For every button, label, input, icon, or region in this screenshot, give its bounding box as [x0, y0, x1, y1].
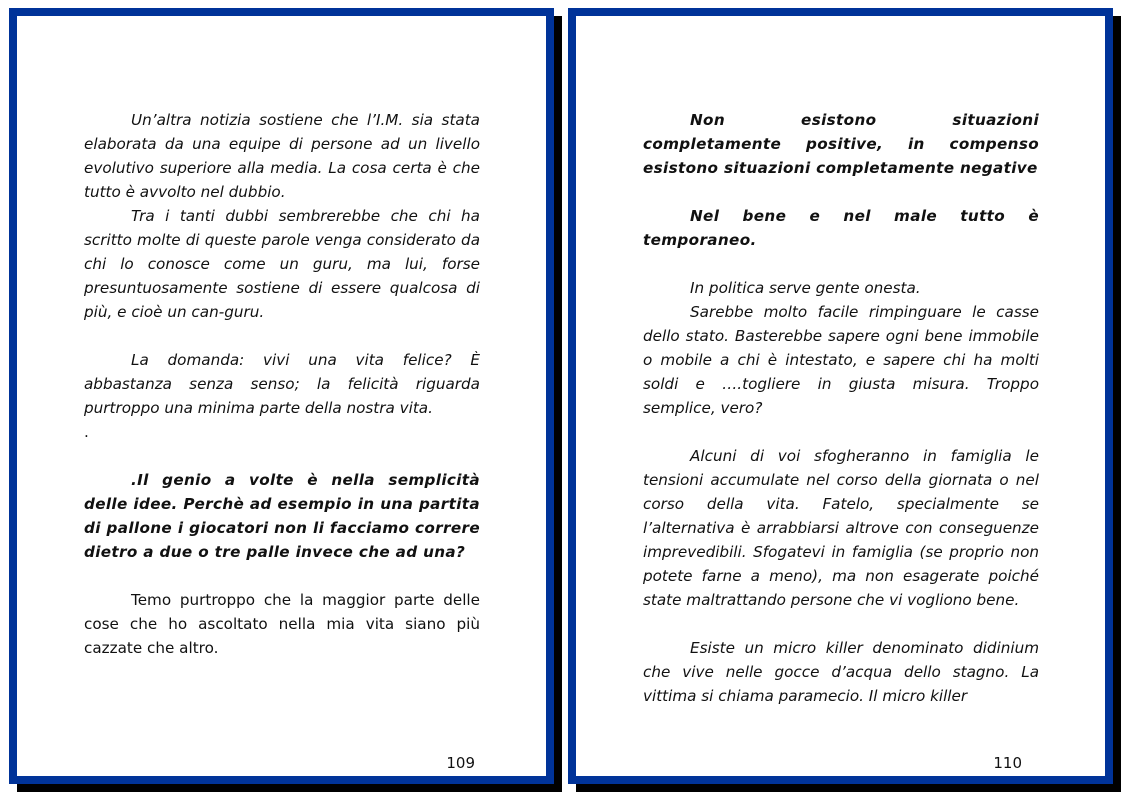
paragraph-gap: [84, 324, 480, 348]
paragraph: Tra i tanti dubbi sembrerebbe che chi ha scritto molte di queste parole venga considerato da chi lo conosce come un guru, ma lui, forse presuntuosamente sostiene di essere qualcosa di più, e cioè un can-guru.: [84, 207, 480, 321]
paragraph: Sarebbe molto facile rimpinguare le casse dello stato. Basterebbe sapere ogni bene immobile o mobile a chi è intestato, e sapere chi ha molti soldi e ….togliere in giusta misura. Troppo semplice, vero?: [643, 303, 1039, 417]
paragraph-gap: [643, 180, 1039, 204]
page-number: 109: [446, 754, 475, 772]
paragraph: Un’altra notizia sostiene che l’I.M. sia stata elaborata da una equipe di persone ad un livello evolutivo superiore alla media. La cosa certa è che tutto è avvolto nel dubbio.: [84, 111, 480, 201]
aphorism-paragraph: Non esistono situazioni completamente positive, in compenso esistono situazioni completamente negative: [643, 111, 1039, 177]
paragraph-gap: [643, 420, 1039, 444]
book-page-left: [9, 8, 554, 784]
page-number: 110: [993, 754, 1022, 772]
stray-dot: .: [84, 423, 89, 441]
page-text: [643, 108, 1039, 708]
paragraph: Alcuni di voi sfogheranno in famiglia le tensioni accumulate nel corso della giornata o nel corso della vita. Fatelo, specialmente se l’alternativa è arrabbiarsi altrove con conseguenze imprevedibili. Sfogatevi in famiglia (se proprio non potete farne a meno), ma non esagerate poiché state maltrattando persone che vi vogliono bene.: [643, 447, 1039, 609]
paragraph: In politica serve gente onesta.: [690, 279, 921, 297]
paragraph-gap: [84, 444, 480, 468]
aphorism-paragraph: .Il genio a volte è nella semplicità delle idee. Perchè ad esempio in una partita di pallone i giocatori non li facciamo correre dietro a due o tre palle invece che ad una?: [84, 471, 480, 561]
paragraph: Esiste un micro killer denominato didinium che vive nelle gocce d’acqua dello stagno. La vittima si chiama paramecio. Il micro killer: [643, 639, 1039, 705]
paragraph-gap: [643, 612, 1039, 636]
paragraph: La domanda: vivi una vita felice? È abbastanza senza senso; la felicità riguarda purtroppo una minima parte della nostra vita.: [84, 351, 480, 417]
aphorism-paragraph: Nel bene e nel male tutto è temporaneo.: [643, 207, 1039, 249]
paragraph-gap: [643, 252, 1039, 276]
paragraph: Temo purtroppo che la maggior parte delle cose che ho ascoltato nella mia vita siano più cazzate che altro.: [84, 591, 480, 657]
page-text: [84, 108, 480, 660]
paragraph-gap: [84, 564, 480, 588]
book-page-right: [568, 8, 1113, 784]
